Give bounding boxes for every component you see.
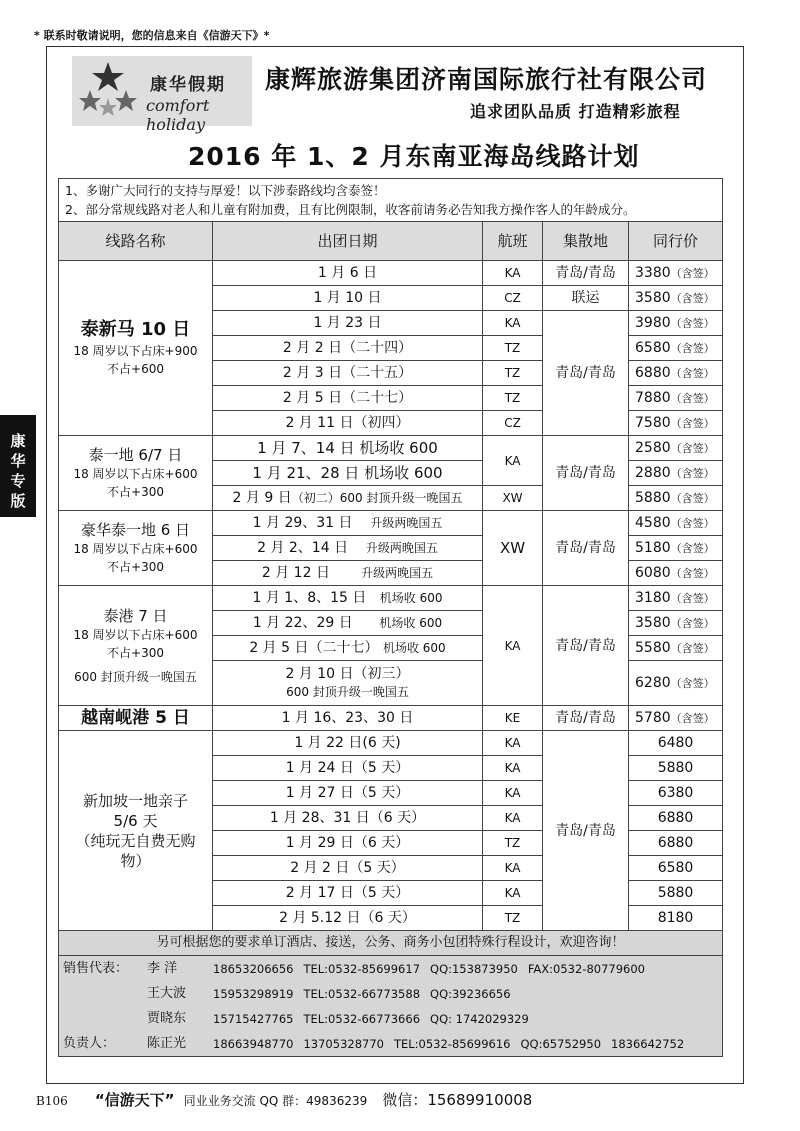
contact-mobile: 13705328770 bbox=[303, 1036, 384, 1051]
visa-tag: （含签） bbox=[670, 541, 715, 555]
date-cell: 1 月 23 日 bbox=[213, 311, 483, 336]
date-cell bbox=[213, 586, 483, 611]
price-value: 4580 bbox=[635, 514, 671, 531]
date-cell bbox=[213, 661, 483, 706]
date-text: 1 月 29、31 日 bbox=[252, 515, 353, 531]
price-cell: 6580 bbox=[629, 856, 723, 881]
date-cell: 1 月 7、14 日 机场收 600 bbox=[213, 436, 483, 461]
page-number: B106 bbox=[36, 1094, 68, 1108]
date-cell: 2 月 11 日（初四） bbox=[213, 411, 483, 436]
visa-tag: （含签） bbox=[670, 516, 715, 530]
side-tab-char: 康 bbox=[10, 432, 26, 450]
lead-label: 负责人： bbox=[63, 1035, 116, 1051]
side-tab-char: 版 bbox=[10, 492, 26, 510]
route-name: 泰港 7 日 bbox=[103, 606, 168, 625]
date-cell bbox=[213, 486, 483, 511]
contact-name: 贾晓东 bbox=[147, 1010, 187, 1026]
logo-cn-text: 康华假期 bbox=[150, 75, 226, 95]
table-row bbox=[59, 586, 723, 611]
date-text: 2 月 12 日 bbox=[261, 565, 330, 581]
date-text: 2 月 9 日 bbox=[232, 490, 292, 506]
star-cluster-icon bbox=[78, 60, 138, 122]
route-note: （纯玩无自费无购 bbox=[75, 831, 196, 850]
route-name: 泰一地 6/7 日 bbox=[88, 446, 183, 464]
table-row bbox=[59, 261, 723, 286]
date-cell: 1 月 28、31 日（6 天） bbox=[213, 806, 483, 831]
flight-cell: CZ bbox=[483, 411, 543, 436]
flight-cell: KA bbox=[483, 856, 543, 881]
visa-tag: （含签） bbox=[670, 466, 715, 480]
table-header bbox=[59, 222, 723, 261]
flight-cell: KA bbox=[483, 881, 543, 906]
date-extra: 升级两晚国五 bbox=[370, 516, 443, 530]
price-cell bbox=[629, 706, 723, 731]
note-line: 2、部分常规线路对老人和儿童有附加费，且有比例限制，收客前请务必告知我方操作客人的年龄成分。 bbox=[65, 202, 636, 217]
date-cell: 1 月 24 日（5 天） bbox=[213, 756, 483, 781]
date-cell: 1 月 21、28 日 机场收 600 bbox=[213, 461, 483, 486]
visa-tag: （含签） bbox=[670, 291, 715, 305]
header-date: 出团日期 bbox=[213, 222, 483, 261]
hub-cell: 青岛/青岛 bbox=[543, 436, 629, 511]
visa-tag: （含签） bbox=[670, 316, 715, 330]
route-note: 不占+300 bbox=[107, 560, 164, 574]
date-text: 2 月 2、14 日 bbox=[257, 540, 349, 556]
source-note: * 联系时敬请说明，您的信息来自《信游天下》* bbox=[34, 29, 270, 42]
flight-cell: TZ bbox=[483, 906, 543, 931]
visa-tag: （含签） bbox=[670, 416, 715, 430]
price-cell bbox=[629, 261, 723, 286]
flight-cell: XW bbox=[483, 511, 543, 586]
hub-cell: 青岛/青岛 bbox=[543, 311, 629, 436]
price-cell: 5880 bbox=[629, 881, 723, 906]
price-value: 7880 bbox=[635, 389, 671, 406]
price-cell bbox=[629, 586, 723, 611]
route-cell bbox=[59, 706, 213, 731]
contact-tel: TEL:0532-66773588 bbox=[303, 986, 421, 1001]
price-cell bbox=[629, 561, 723, 586]
route-cell bbox=[59, 511, 213, 586]
date-cell: 1 月 27 日（5 天） bbox=[213, 781, 483, 806]
price-cell bbox=[629, 436, 723, 461]
flight-cell: KE bbox=[483, 706, 543, 731]
brand-name: “信游天下” bbox=[94, 1091, 175, 1109]
hub-cell: 青岛/青岛 bbox=[543, 261, 629, 286]
flight-cell: KA bbox=[483, 261, 543, 286]
hub-cell: 联运 bbox=[543, 286, 629, 311]
visa-tag: （含签） bbox=[670, 566, 715, 580]
flight-cell: KA bbox=[483, 311, 543, 336]
date-cell: 1 月 10 日 bbox=[213, 286, 483, 311]
contact-tel: TEL:0532-66773666 bbox=[303, 1011, 421, 1026]
date-extra: 600 封顶升级一晚国五 bbox=[286, 685, 409, 699]
route-note: 不占+600 bbox=[107, 362, 164, 376]
flight-cell: KA bbox=[483, 731, 543, 756]
qq-group: 同业业务交流 QQ 群：49836239 bbox=[183, 1094, 368, 1108]
price-value: 3580 bbox=[635, 289, 671, 306]
route-name: 新加坡一地亲子 bbox=[82, 791, 188, 810]
route-note: 不占+300 bbox=[107, 645, 164, 660]
date-cell: 2 月 5.12 日（6 天） bbox=[213, 906, 483, 931]
flight-cell: TZ bbox=[483, 831, 543, 856]
route-note: 18 周岁以下占床+600 bbox=[73, 627, 198, 642]
price-cell: 8180 bbox=[629, 906, 723, 931]
price-value: 6880 bbox=[635, 364, 671, 381]
price-value: 3380 bbox=[635, 264, 671, 281]
date-text: 2 月 10 日（初三） bbox=[285, 666, 410, 682]
price-cell bbox=[629, 661, 723, 706]
visa-tag: （含签） bbox=[670, 676, 715, 690]
sales-label: 销售代表： bbox=[63, 960, 129, 976]
visa-tag: （含签） bbox=[670, 366, 715, 380]
visa-tag: （含签） bbox=[670, 266, 715, 280]
company-name: 康辉旅游集团济南国际旅行社有限公司 bbox=[265, 65, 708, 94]
contact-name: 王大波 bbox=[147, 985, 187, 1001]
contact-mobile: 18663948770 bbox=[213, 1036, 294, 1051]
price-cell bbox=[629, 611, 723, 636]
route-cell bbox=[59, 261, 213, 436]
date-cell: 1 月 29 日（6 天） bbox=[213, 831, 483, 856]
logo-en-text: comfort holiday bbox=[146, 96, 210, 134]
header-price: 同行价 bbox=[629, 222, 723, 261]
date-cell bbox=[213, 636, 483, 661]
flight-cell: CZ bbox=[483, 286, 543, 311]
price-value: 2580 bbox=[635, 439, 671, 456]
date-cell bbox=[213, 561, 483, 586]
route-cell bbox=[59, 436, 213, 511]
price-value: 5780 bbox=[635, 709, 671, 726]
contact-name: 陈正光 bbox=[147, 1035, 187, 1051]
notes-box bbox=[59, 179, 723, 222]
visa-tag: （含签） bbox=[670, 711, 715, 725]
price-value: 7580 bbox=[635, 414, 671, 431]
price-value: 5880 bbox=[635, 489, 671, 506]
visa-tag: （含签） bbox=[670, 391, 715, 405]
date-cell: 2 月 2 日（5 天） bbox=[213, 856, 483, 881]
price-cell: 5880 bbox=[629, 756, 723, 781]
date-text: 2 月 5 日（二十七） bbox=[249, 640, 379, 656]
flight-cell: KA bbox=[483, 586, 543, 706]
header-flight: 航班 bbox=[483, 222, 543, 261]
table-row bbox=[59, 731, 723, 756]
price-cell bbox=[629, 386, 723, 411]
price-value: 3180 bbox=[635, 589, 671, 606]
table-row bbox=[59, 436, 723, 461]
header-hub: 集散地 bbox=[543, 222, 629, 261]
route-note: 600 封顶升级一晚国五 bbox=[74, 669, 197, 684]
price-cell: 6880 bbox=[629, 831, 723, 856]
price-cell bbox=[629, 636, 723, 661]
hub-cell: 青岛/青岛 bbox=[543, 731, 629, 931]
page-title: 2016 年 1、2 月东南亚海岛线路计划 bbox=[188, 142, 640, 171]
logo bbox=[72, 56, 252, 134]
flight-cell: KA bbox=[483, 436, 543, 486]
hub-cell: 青岛/青岛 bbox=[543, 706, 629, 731]
bottom-bar bbox=[36, 1089, 532, 1110]
route-note: 18 周岁以下占床+900 bbox=[73, 344, 198, 358]
contact-qq: QQ:39236656 bbox=[430, 986, 511, 1001]
price-cell: 6480 bbox=[629, 731, 723, 756]
visa-tag: （含签） bbox=[670, 641, 715, 655]
date-cell: 1 月 6 日 bbox=[213, 261, 483, 286]
flight-cell: KA bbox=[483, 806, 543, 831]
route-name: 豪华泰一地 6 日 bbox=[80, 521, 191, 539]
price-cell bbox=[629, 461, 723, 486]
date-text: 1 月 1、8、15 日 bbox=[252, 590, 367, 606]
price-value: 6280 bbox=[635, 674, 671, 691]
price-cell bbox=[629, 311, 723, 336]
slogan: 追求团队品质 打造精彩旅程 bbox=[470, 102, 681, 121]
price-cell bbox=[629, 486, 723, 511]
contact-qq: QQ: 1742029329 bbox=[430, 1011, 529, 1026]
price-cell: 6380 bbox=[629, 781, 723, 806]
date-cell bbox=[213, 611, 483, 636]
contact-tel: TEL:0532-85699616 bbox=[393, 1036, 511, 1051]
contact-qq: QQ:65752950 bbox=[520, 1036, 602, 1051]
price-cell bbox=[629, 336, 723, 361]
date-cell: 1 月 16、23、30 日 bbox=[213, 706, 483, 731]
price-cell bbox=[629, 536, 723, 561]
date-extra: 机场收 600 bbox=[379, 591, 443, 605]
contact-fax: FAX:0532-80779600 bbox=[527, 961, 645, 976]
price-cell: 6880 bbox=[629, 806, 723, 831]
contacts-block bbox=[59, 956, 723, 1057]
side-tab-char: 专 bbox=[10, 472, 26, 490]
price-cell bbox=[629, 361, 723, 386]
header-route: 线路名称 bbox=[59, 222, 213, 261]
note-line: 1、多谢广大同行的支持与厚爱！以下涉泰路线均含泰签！ bbox=[65, 183, 386, 198]
date-extra: 升级两晚国五 bbox=[365, 541, 438, 555]
price-value: 5580 bbox=[635, 639, 671, 656]
contact-row bbox=[59, 981, 722, 1006]
date-cell: 2 月 5 日（二十七） bbox=[213, 386, 483, 411]
date-cell: 1 月 22 日(6 天) bbox=[213, 731, 483, 756]
side-tab-char: 华 bbox=[10, 452, 26, 470]
route-name: 泰新马 10 日 bbox=[80, 319, 191, 340]
date-cell: 2 月 2 日（二十四） bbox=[213, 336, 483, 361]
date-cell bbox=[213, 511, 483, 536]
visa-tag: （含签） bbox=[670, 591, 715, 605]
route-table bbox=[58, 178, 723, 1057]
contact-mobile: 1836642752 bbox=[611, 1036, 685, 1051]
side-tab bbox=[0, 415, 36, 517]
flight-cell: TZ bbox=[483, 361, 543, 386]
visa-tag: （含签） bbox=[670, 616, 715, 630]
contact-tel: TEL:0532-85699617 bbox=[303, 961, 421, 976]
visa-tag: （含签） bbox=[670, 441, 715, 455]
route-note: 18 周岁以下占床+600 bbox=[73, 542, 198, 556]
contact-qq: QQ:153873950 bbox=[430, 961, 518, 976]
contact-mobile: 15953298919 bbox=[213, 986, 294, 1001]
contact-row bbox=[59, 1031, 722, 1056]
date-extra: 机场收 600 bbox=[379, 616, 443, 630]
route-cell bbox=[59, 731, 213, 931]
date-text: 1 月 22、29 日 bbox=[252, 615, 353, 631]
route-note: 5/6 天 bbox=[113, 811, 158, 830]
route-note: 不占+300 bbox=[107, 485, 164, 499]
date-cell bbox=[213, 536, 483, 561]
flight-cell: XW bbox=[483, 486, 543, 511]
contact-name: 李 洋 bbox=[147, 960, 178, 976]
date-extra: 升级两晚国五 bbox=[361, 566, 434, 580]
contact-row bbox=[59, 1006, 722, 1031]
flight-cell: TZ bbox=[483, 386, 543, 411]
table-row bbox=[59, 706, 723, 731]
custom-service-note: 另可根据您的要求单订酒店、接送，公务、商务小包团特殊行程设计，欢迎咨询！ bbox=[59, 931, 723, 956]
contact-row bbox=[59, 956, 722, 981]
visa-tag: （含签） bbox=[670, 491, 715, 505]
price-value: 2880 bbox=[635, 464, 671, 481]
route-name: 越南岘港 5 日 bbox=[81, 708, 190, 728]
hub-cell: 青岛/青岛 bbox=[543, 511, 629, 586]
flight-cell: KA bbox=[483, 756, 543, 781]
price-cell bbox=[629, 511, 723, 536]
route-note: 18 周岁以下占床+600 bbox=[73, 467, 198, 481]
price-value: 3580 bbox=[635, 614, 671, 631]
date-extra: （初二）600 封顶升级一晚国五 bbox=[291, 491, 463, 505]
hub-cell: 青岛/青岛 bbox=[543, 586, 629, 706]
price-value: 3980 bbox=[635, 314, 671, 331]
price-cell bbox=[629, 411, 723, 436]
route-note: 物） bbox=[120, 851, 151, 870]
price-value: 5180 bbox=[635, 539, 671, 556]
date-cell: 2 月 3 日（二十五） bbox=[213, 361, 483, 386]
price-value: 6580 bbox=[635, 339, 671, 356]
route-cell bbox=[59, 586, 213, 706]
wechat: 微信：15689910008 bbox=[382, 1091, 533, 1109]
visa-tag: （含签） bbox=[670, 341, 715, 355]
price-value: 6080 bbox=[635, 564, 671, 581]
price-cell bbox=[629, 286, 723, 311]
flight-cell: KA bbox=[483, 781, 543, 806]
date-cell: 2 月 17 日（5 天） bbox=[213, 881, 483, 906]
flight-cell: TZ bbox=[483, 336, 543, 361]
contact-mobile: 18653206656 bbox=[213, 961, 294, 976]
table-row bbox=[59, 511, 723, 536]
contact-mobile: 15715427765 bbox=[213, 1011, 294, 1026]
date-extra: 机场收 600 bbox=[382, 641, 446, 655]
